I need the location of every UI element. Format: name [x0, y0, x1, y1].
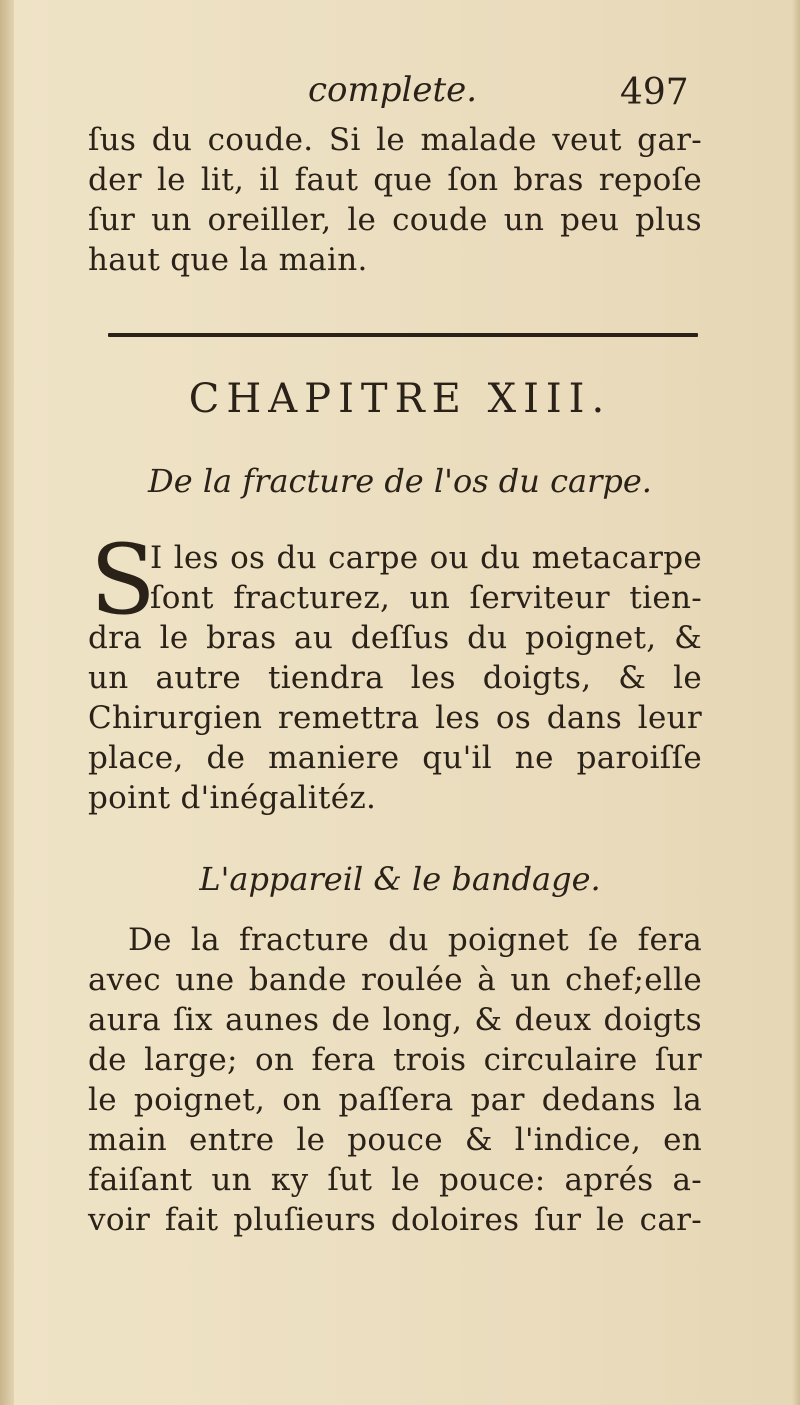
text-line: un autre tiendra les doigts, & le	[88, 660, 702, 696]
running-head: complete.	[308, 70, 478, 110]
text-line: place, de maniere qu'il ne paroiſſe	[88, 740, 702, 776]
text-line: I les os du carpe ou du metacarpe	[150, 540, 702, 576]
drop-cap: S	[90, 524, 156, 636]
text-line: faiſant un κy ſut le pouce: aprés a-	[88, 1162, 702, 1198]
paragraph-top	[88, 120, 702, 280]
page-edge	[792, 0, 800, 1405]
text-line: ſont fracturez, un ſerviteur tien-	[150, 580, 702, 616]
text-line: aura ſix aunes de long, & deux doigts	[88, 1002, 702, 1038]
paragraph-chapter-indented	[150, 538, 702, 618]
text-line: le poignet, on paſſera par dedans la	[88, 1082, 702, 1118]
text-line: Chirurgien remettra les os dans leur	[88, 700, 702, 736]
text-line: haut que la main.	[88, 242, 368, 278]
page-number: 497	[620, 72, 689, 113]
text-line: der le lit, il faut que ſon bras repoſe	[88, 162, 702, 198]
text-line: de large; on fera trois circulaire ſur	[88, 1042, 702, 1078]
chapter-title: De la fracture de l'os du carpe.	[148, 462, 652, 500]
subheading: L'appareil & le bandage.	[199, 860, 601, 898]
page-gutter	[0, 0, 14, 1405]
text-line: dra le bras au deſſus du poignet, &	[88, 620, 702, 656]
text-line: ſus du coude. Si le malade veut gar-	[88, 122, 702, 158]
text-line: ſur un oreiller, le coude un peu plus	[88, 202, 702, 238]
paragraph-chapter	[88, 618, 702, 818]
section-divider-rule	[108, 333, 698, 337]
text-line: point d'inégalitéz.	[88, 780, 377, 816]
text-line: main entre le pouce & l'indice, en	[88, 1122, 702, 1158]
page-header	[0, 70, 800, 120]
text-line: avec une bande roulée à un chef;elle	[88, 962, 702, 998]
chapter-heading: CHAPITRE XIII.	[188, 376, 612, 422]
text-line: voir fait pluſieurs doloires ſur le car-	[88, 1202, 702, 1238]
text-line: De la fracture du poignet ſe fera	[128, 922, 702, 958]
paragraph-bandage	[88, 920, 702, 1240]
